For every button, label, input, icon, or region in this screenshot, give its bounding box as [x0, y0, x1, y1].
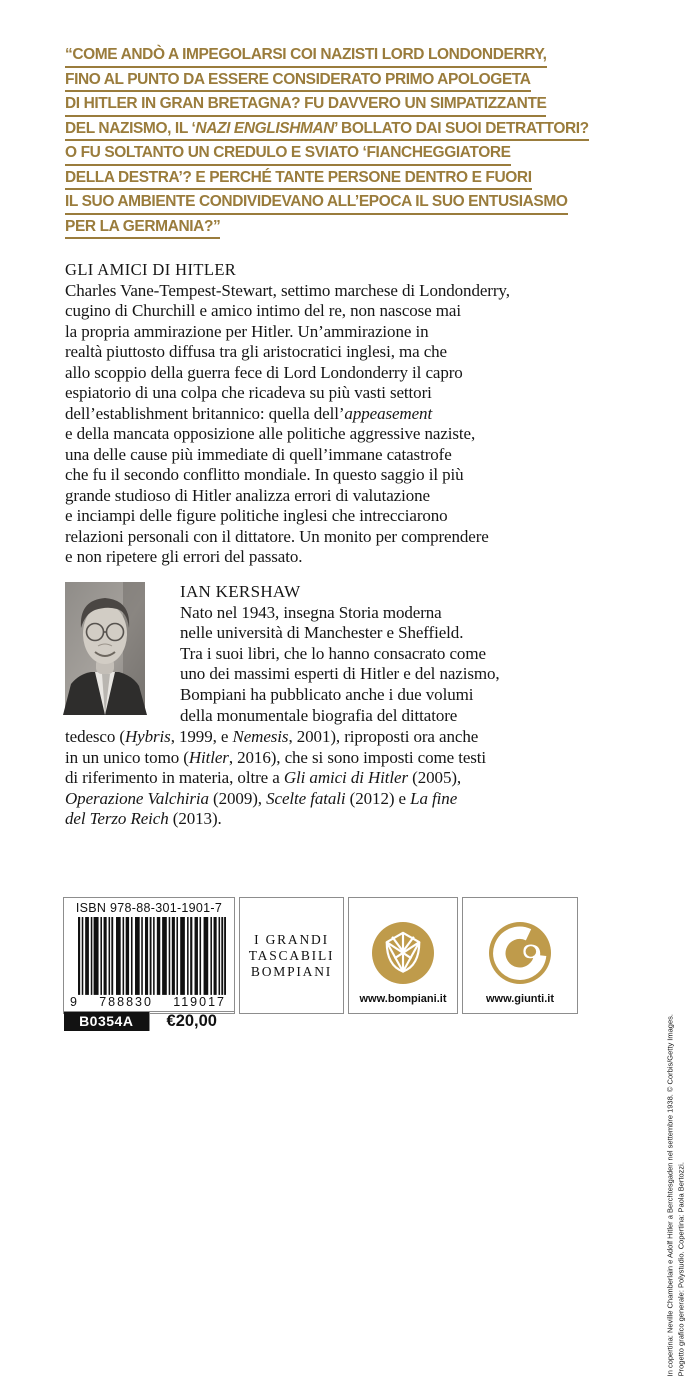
author-portrait-graphic [65, 582, 145, 715]
bompiani-logo-icon [372, 922, 434, 984]
barcode-footer-row [64, 1011, 234, 1031]
barcode-digit-group: 119017 [173, 994, 226, 1009]
bio-line: di riferimento in materia, oltre a Gli amici di Hitler (2005), [65, 768, 462, 788]
barcode-bars [78, 917, 226, 995]
quote-line [65, 144, 605, 166]
bio-line: Bompiani ha pubblicato anche i due volumi [180, 684, 474, 704]
isbn-label: ISBN 978-88-301-1901-7 [75, 901, 223, 915]
cover-credit-line: In copertina: Neville Chamberlain e Adolf Hitler a Berchtesgaden nel settembre 1938. © Corbis/Getty Images. [665, 1014, 674, 1376]
bio-line: tedesco (Hybris, 1999, e Nemesis, 2001), riproposti ora anche [65, 727, 479, 746]
cover-credits [665, 1014, 686, 1376]
series-line: I GRANDI [254, 931, 329, 947]
synopsis-line: grande studioso di Hitler analizza errori di valutazione [65, 485, 430, 505]
author-bio [180, 582, 600, 726]
quote-line-text: PER LA GERMANIA?” [65, 218, 220, 240]
synopsis-line: cugino di Churchill e amico intimo del re, non nascose mai [65, 301, 461, 320]
bio-line: del Terzo Reich (2013). [65, 809, 222, 829]
bio-line: Tra i suoi libri, che lo hanno consacrato come [180, 643, 486, 663]
synopsis-line: dell’establishment britannico: quella dell’appeasement [65, 403, 433, 423]
author-bio-continued [65, 727, 585, 830]
giunti-logo-icon [489, 922, 551, 984]
bio-line: Nato nel 1943, insegna Storia moderna [180, 602, 442, 622]
bio-line: in un unico tomo (Hitler, 2016), che si sono imposti come testi [65, 747, 487, 767]
edition-code-badge: B0354A [64, 1012, 149, 1031]
quote-line [65, 169, 605, 191]
quote-line-text: O FU SOLTANTO UN CREDULO E SVIATO ‘FIANCHEGGIATORE [65, 144, 511, 166]
series-line: BOMPIANI [250, 963, 333, 979]
synopsis-line: la propria ammirazione per Hitler. Un’ammirazione in [65, 321, 429, 341]
barcode-digit-left: 9 [70, 994, 79, 1009]
barcode [78, 917, 226, 995]
quote-line [65, 218, 605, 240]
giunti-box [462, 897, 578, 1014]
bio-line: della monumentale biografia del dittatore [180, 705, 458, 725]
quote-line-text: DI HITLER IN GRAN BRETAGNA? FU DAVVERO UN SIMPATIZZANTE [65, 95, 546, 117]
bio-line: Operazione Valchiria (2009), Scelte fatali (2012) e La fine [65, 788, 458, 808]
giunti-url: www.giunti.it [485, 993, 555, 1005]
cover-credit-line: Progetto grafico generale: Polystudio. Copertina: Paola Bertozzi. [675, 1162, 685, 1376]
quote-line-text: DELLA DESTRA’? E PERCHÉ TANTE PERSONE DENTRO E FUORI [65, 169, 532, 191]
synopsis [65, 260, 580, 568]
synopsis-line: che fu il secondo conflitto mondiale. In questo saggio il più [65, 465, 464, 484]
barcode-digits [64, 995, 234, 1011]
bompiani-box [348, 897, 458, 1014]
author-photo [65, 582, 145, 715]
footer [63, 897, 578, 1030]
series-line: TASCABILI [248, 947, 335, 963]
quote-line [65, 95, 605, 117]
synopsis-line: relazioni personali con il dittatore. Un monito per comprendere [65, 526, 489, 546]
synopsis-line: e inciampi delle figure politiche inglesi che intrecciarono [65, 506, 448, 525]
synopsis-line: Charles Vane-Tempest-Stewart, settimo marchese di Londonderry, [65, 280, 510, 300]
quote-line [65, 46, 605, 68]
barcode-box [63, 897, 235, 1030]
quote-line-text: IL SUO AMBIENTE CONDIVIDEVANO ALL’EPOCA IL SUO ENTUSIASMO [65, 193, 568, 215]
synopsis-line: e della mancata opposizione alle politiche aggressive naziste, [65, 424, 476, 443]
bio-line: nelle università di Manchester e Sheffield. [180, 623, 464, 643]
cover-quote [65, 46, 605, 242]
synopsis-line: espiatorio di una colpa che ricadeva su più vasti settori [65, 383, 432, 402]
synopsis-line: realtà piuttosto diffusa tra gli aristocratici inglesi, ma che [65, 342, 448, 361]
quote-line-text: DEL NAZISMO, IL ‘NAZI ENGLISHMAN’ BOLLATO DAI SUOI DETRATTORI? [65, 120, 589, 142]
quote-line-text: FINO AL PUNTO DA ESSERE CONSIDERATO PRIMO APOLOGETA [65, 71, 531, 93]
synopsis-line: e non ripetere gli errori del passato. [65, 547, 303, 566]
synopsis-line: allo scoppio della guerra fece di Lord Londonderry il capro [65, 362, 463, 382]
series-box [239, 897, 344, 1014]
quote-line [65, 193, 605, 215]
bompiani-url: www.bompiani.it [359, 993, 447, 1005]
quote-line [65, 120, 605, 142]
bio-line: uno dei massimi esperti di Hitler e del nazismo, [180, 664, 500, 684]
barcode-digit-group: 788830 [99, 994, 153, 1009]
synopsis-line: una delle cause più immediate di quell’immane catastrofe [65, 444, 452, 464]
book-title-heading: GLI AMICI DI HITLER [65, 260, 237, 279]
price-label: €20,00 [149, 1012, 235, 1031]
author-name: IAN KERSHAW [180, 582, 301, 601]
quote-line-text: “COME ANDÒ A IMPEGOLARSI COI NAZISTI LORD LONDONDERRY, [65, 46, 547, 68]
quote-line [65, 71, 605, 93]
